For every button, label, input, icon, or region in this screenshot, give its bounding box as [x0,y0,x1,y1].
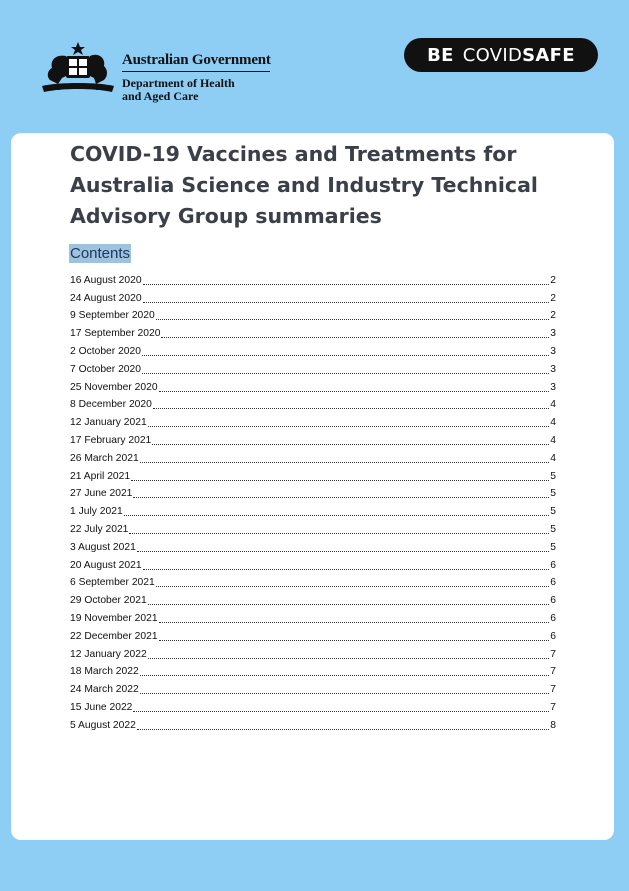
toc-entry[interactable] [70,714,556,732]
toc-dot-leader [137,728,549,730]
toc-entry-label: 25 November 2020 [70,381,158,393]
toc-entry-label: 5 August 2022 [70,719,136,731]
toc-entry-page: 2 [550,310,556,322]
toc-entry[interactable] [70,678,556,696]
toc-dot-leader [124,514,550,516]
toc-entry-page: 6 [550,612,556,624]
toc-entry[interactable] [70,287,556,305]
toc-entry[interactable] [70,589,556,607]
toc-dot-leader [152,443,549,445]
toc-dot-leader [159,639,550,641]
toc-entry[interactable] [70,376,556,394]
toc-entry-label: 20 August 2021 [70,559,142,571]
toc-entry-page: 7 [550,701,556,713]
toc-entry-page: 6 [550,559,556,571]
toc-entry[interactable] [70,465,556,483]
toc-entry-page: 2 [550,292,556,304]
toc-dot-leader [140,692,550,694]
toc-entry[interactable] [70,394,556,412]
toc-entry-page: 3 [550,363,556,375]
toc-entry[interactable] [70,429,556,447]
toc-entry-label: 9 September 2020 [70,310,155,322]
toc-entry-label: 24 March 2022 [70,684,139,696]
toc-dot-leader [143,283,550,285]
toc-entry-label: 8 December 2020 [70,399,152,411]
badge-be: BE [427,44,454,66]
toc-dot-leader [156,318,550,320]
toc-entry[interactable] [70,572,556,590]
badge-covid: COVID [462,44,523,66]
toc-entry-page: 5 [550,523,556,535]
toc-dot-leader [137,550,549,552]
toc-entry-page: 8 [550,719,556,731]
toc-entry-page: 4 [550,399,556,411]
toc-entry-page: 5 [550,506,556,518]
header [0,0,629,130]
toc-entry-label: 7 October 2020 [70,363,141,375]
toc-entry-label: 3 August 2021 [70,541,136,553]
toc-entry-label: 18 March 2022 [70,666,139,678]
toc-entry[interactable] [70,483,556,501]
toc-entry[interactable] [70,447,556,465]
toc-entry[interactable] [70,305,556,323]
toc-entry-page: 5 [550,541,556,553]
toc-dot-leader [140,674,550,676]
toc-entry-label: 29 October 2021 [70,595,147,607]
toc-entry[interactable] [70,554,556,572]
toc-entry[interactable] [70,643,556,661]
toc-dot-leader [131,479,549,481]
toc-entry-label: 2 October 2020 [70,345,141,357]
toc-dot-leader [161,336,549,338]
toc-entry-page: 7 [550,666,556,678]
toc-entry-page: 2 [550,274,556,286]
toc-entry-label: 15 June 2022 [70,701,133,713]
toc-entry[interactable] [70,269,556,287]
toc-entry-label: 1 July 2021 [70,506,123,518]
toc-entry[interactable] [70,358,556,376]
badge-safe: SAFE [522,44,575,66]
toc-entry-label: 19 November 2021 [70,612,158,624]
toc-dot-leader [148,425,550,427]
toc-dot-leader [142,372,549,374]
toc-entry[interactable] [70,625,556,643]
toc-entry-page: 6 [550,630,556,642]
toc-dot-leader [153,407,549,409]
toc-dot-leader [148,657,550,659]
toc-entry-label: 16 August 2020 [70,274,142,286]
be-covidsafe-badge [404,38,598,72]
toc-dot-leader [159,621,550,623]
toc-entry-page: 3 [550,345,556,357]
toc-entry-label: 24 August 2020 [70,292,142,304]
toc-entry[interactable] [70,696,556,714]
toc-dot-leader [156,585,550,587]
toc-entry[interactable] [70,518,556,536]
toc-dot-leader [159,390,550,392]
toc-entry-label: 12 January 2021 [70,417,147,429]
toc-entry-label: 12 January 2022 [70,648,147,660]
toc-dot-leader [133,710,549,712]
toc-entry-page: 5 [550,470,556,482]
toc-entry-label: 17 February 2021 [70,434,152,446]
toc-entry-page: 3 [550,328,556,340]
toc-dot-leader [129,532,549,534]
toc-entry-page: 4 [550,417,556,429]
toc-entry[interactable] [70,500,556,518]
toc-entry-label: 6 September 2021 [70,577,155,589]
toc-entry[interactable] [70,607,556,625]
toc-entry-label: 17 September 2020 [70,328,161,340]
toc-dot-leader [143,568,550,570]
toc-entry-page: 4 [550,434,556,446]
toc-entry-label: 21 April 2021 [70,470,131,482]
document-title: COVID-19 Vaccines and Treatments for Australia Science and Industry Technical Advisory Group summaries [70,142,538,228]
branding-divider [122,71,270,72]
toc-dot-leader [148,603,550,605]
toc-entry-label: 22 July 2021 [70,523,129,535]
toc-dot-leader [142,354,549,356]
toc-entry[interactable] [70,322,556,340]
toc-entry[interactable] [70,411,556,429]
government-name: Australian Government [122,52,271,68]
toc-entry[interactable] [70,661,556,679]
toc-dot-leader [140,461,550,463]
toc-dot-leader [133,496,549,498]
document-page [11,133,614,840]
toc-entry-label: 22 December 2021 [70,630,158,642]
toc-entry-label: 27 June 2021 [70,488,133,500]
toc-entry[interactable] [70,536,556,554]
toc-entry-page: 6 [550,595,556,607]
table-of-contents [70,269,556,732]
government-branding [122,52,271,103]
contents-heading: Contents [70,245,131,262]
toc-dot-leader [143,301,550,303]
toc-entry-page: 7 [550,648,556,660]
toc-entry-page: 3 [550,381,556,393]
toc-entry-page: 7 [550,684,556,696]
toc-entry[interactable] [70,340,556,358]
toc-entry-page: 6 [550,577,556,589]
toc-entry-page: 5 [550,488,556,500]
toc-entry-page: 4 [550,452,556,464]
department-name-line2: and Aged Care [122,89,199,103]
toc-entry-label: 26 March 2021 [70,452,139,464]
department-name-line1: Department of Health [122,76,235,90]
coat-of-arms-icon [38,40,118,96]
